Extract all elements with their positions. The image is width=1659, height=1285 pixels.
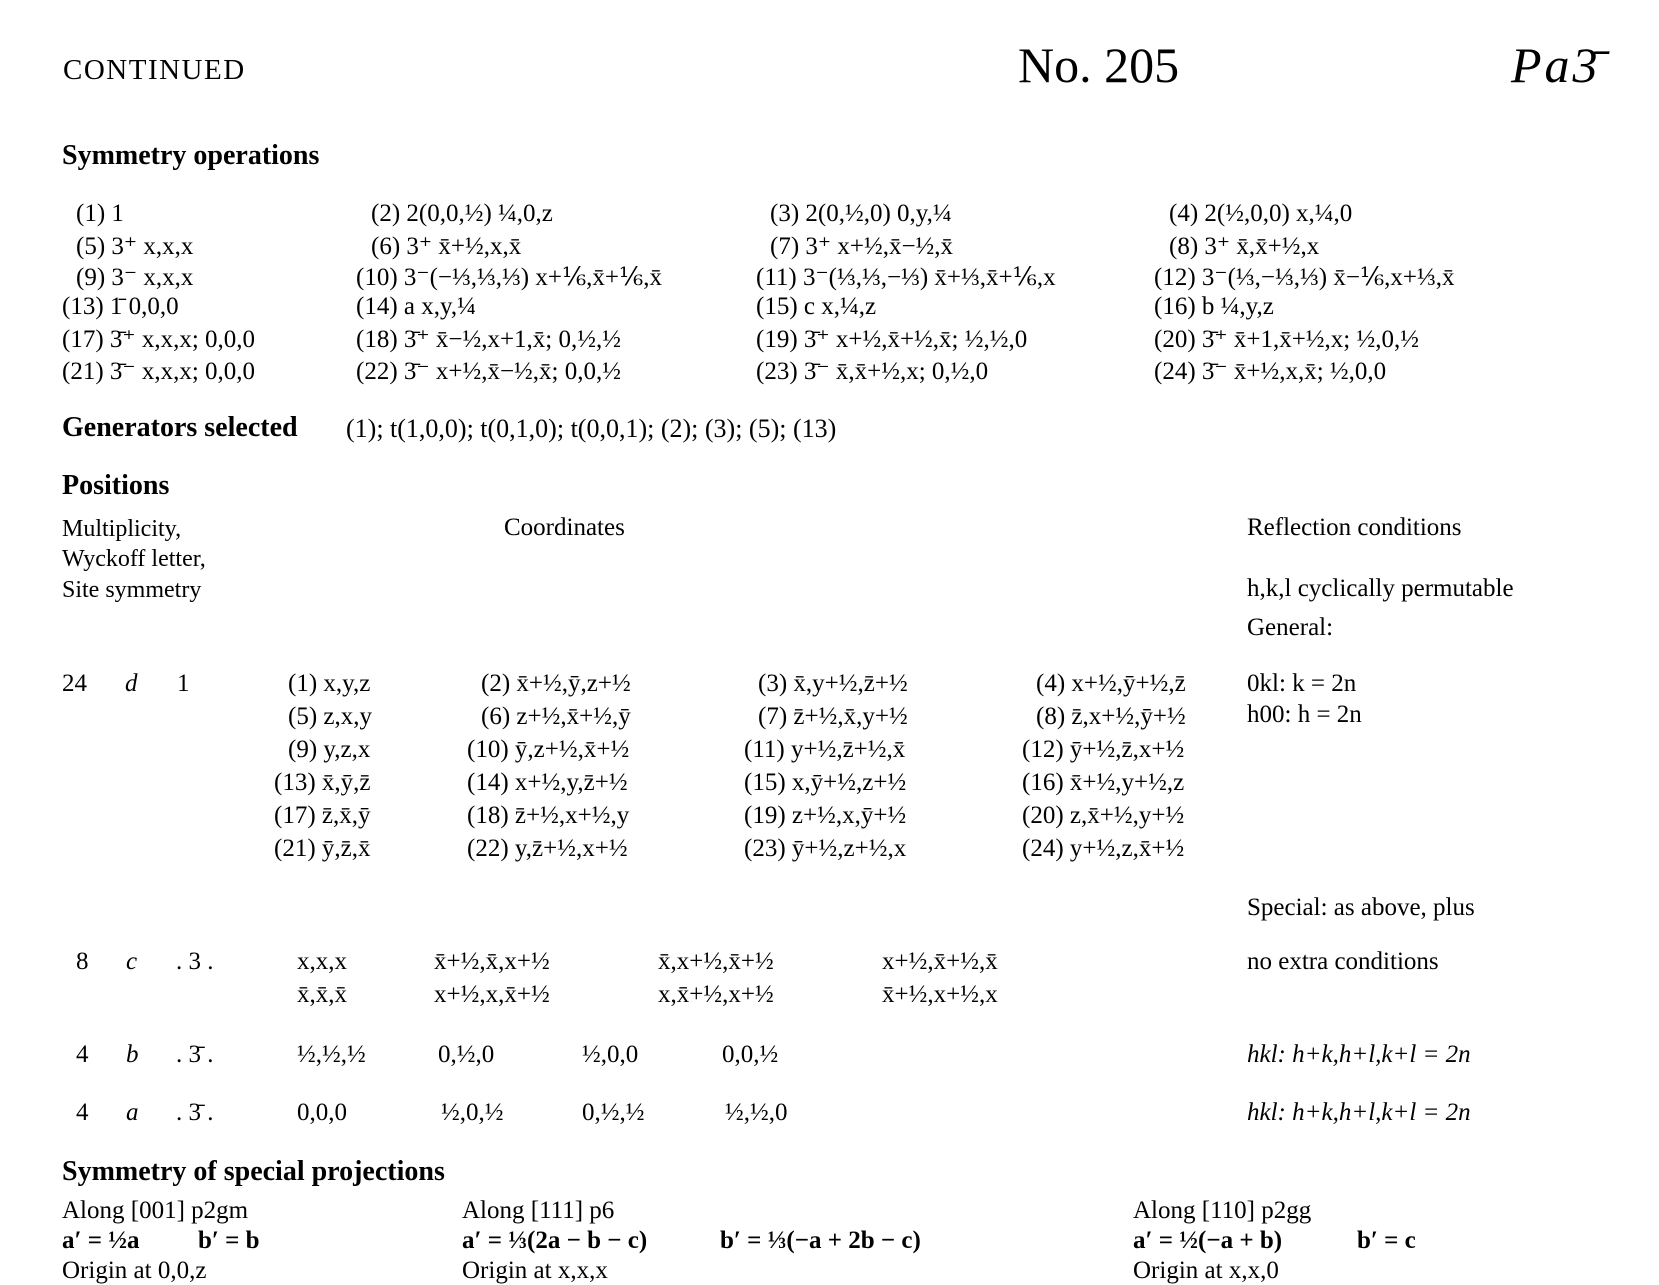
coordinate: x̄,x̄,x̄: [297, 981, 347, 1008]
projections-title: Symmetry of special projections: [62, 1156, 445, 1187]
projection-b-axis: b′ = b: [198, 1227, 260, 1254]
coordinate: x,x̄+½,x+½: [658, 981, 774, 1008]
wyckoff-letter: d: [125, 670, 138, 697]
projection-origin: Origin at x,x,x: [462, 1257, 608, 1284]
projection-along: Along [111] p6: [462, 1197, 615, 1224]
coordinate: (20) z,x̄+½,y+½: [1022, 802, 1185, 829]
coordinate: x̄+½,x+½,x: [882, 981, 998, 1008]
special-label: Special: as above, plus: [1247, 894, 1475, 921]
coordinate: ½,½,0: [725, 1099, 788, 1126]
coordinate: x,x,x: [297, 948, 347, 975]
symop-cell: (22) 3̄⁻ x+½,x̄−½,x̄; 0,0,½: [356, 358, 621, 385]
site-symmetry: . 3̄ .: [176, 1099, 214, 1126]
positions-title: Positions: [62, 470, 170, 501]
coordinate: (2) x̄+½,ȳ,z+½: [481, 670, 631, 697]
symop-cell: (19) 3̄⁺ x+½,x̄+½,x̄; ½,½,0: [756, 326, 1028, 353]
coordinate: (23) ȳ+½,z+½,x: [744, 835, 907, 862]
symop-cell: (14) a x,y,¼: [356, 293, 476, 320]
continued-label: CONTINUED: [63, 54, 246, 86]
space-group-number: No. 205: [1018, 37, 1180, 93]
coordinate: (8) z̄,x+½,ȳ+½: [1036, 703, 1186, 730]
symmetry-operations-title: Symmetry operations: [62, 140, 320, 171]
wyckoff-multiplicity: 4: [76, 1099, 89, 1126]
coordinate: x̄+½,x̄,x+½: [434, 948, 550, 975]
coordinate: 0,½,0: [438, 1041, 495, 1068]
col-header-wyckoff: Wyckoff letter,: [62, 546, 206, 572]
reflection-condition: 0kl: k = 2n: [1247, 670, 1357, 697]
projection-along: Along [110] p2gg: [1133, 1197, 1312, 1224]
coordinate: x+½,x̄+½,x̄: [882, 948, 998, 975]
coordinate: 0,0,½: [722, 1041, 779, 1068]
col-header-coordinates: Coordinates: [504, 514, 625, 541]
symop-cell: (17) 3̄⁺ x,x,x; 0,0,0: [62, 326, 256, 353]
symop-cell: (10) 3⁻(−⅓,⅓,⅓) x+⅙,x̄+⅙,x̄: [356, 264, 663, 291]
coordinate: (6) z+½,x̄+½,ȳ: [481, 703, 631, 730]
symop-cell: (2) 2(0,0,½) ¼,0,z: [371, 200, 553, 227]
reflection-condition: no extra conditions: [1247, 948, 1439, 975]
symop-cell: (18) 3̄⁺ x̄−½,x+1,x̄; 0,½,½: [356, 326, 621, 353]
site-symmetry: 1: [177, 670, 190, 697]
coordinate: (11) y+½,z̄+½,x̄: [744, 736, 906, 763]
symop-cell: (8) 3⁺ x̄,x̄+½,x: [1169, 233, 1320, 260]
symop-cell: (7) 3⁺ x+½,x̄−½,x̄: [770, 233, 954, 260]
reflection-condition: hkl: h+k,h+l,k+l = 2n: [1247, 1099, 1471, 1126]
coordinate: (13) x̄,ȳ,z̄: [274, 769, 371, 796]
coordinate: (17) z̄,x̄,ȳ: [274, 802, 371, 829]
symop-cell: (24) 3̄⁻ x̄+½,x,x̄; ½,0,0: [1154, 358, 1387, 385]
coordinate: 0,½,½: [582, 1099, 645, 1126]
coordinate: (7) z̄+½,x̄,y+½: [758, 703, 908, 730]
coordinate: x+½,x,x̄+½: [434, 981, 550, 1008]
symop-cell: (6) 3⁺ x̄+½,x,x̄: [371, 233, 522, 260]
symop-cell: (23) 3̄⁻ x̄,x̄+½,x; 0,½,0: [756, 358, 989, 385]
reflection-condition: h00: h = 2n: [1247, 701, 1362, 728]
projection-b-axis: b′ = ⅓(−a + 2b − c): [720, 1227, 921, 1254]
projection-origin: Origin at 0,0,z: [62, 1257, 207, 1284]
symop-cell: (1) 1: [76, 200, 124, 227]
coordinate: x̄,x+½,x̄+½: [658, 948, 774, 975]
symop-cell: (5) 3⁺ x,x,x: [76, 233, 194, 260]
coordinate: (12) ȳ+½,z̄,x+½: [1022, 736, 1185, 763]
projection-b-axis: b′ = c: [1357, 1227, 1416, 1254]
space-group-symbol: Pa3̄: [1511, 37, 1601, 93]
coordinate: (21) ȳ,z̄,x̄: [274, 835, 371, 862]
projection-a-axis: a′ = ½a: [62, 1227, 140, 1254]
symop-cell: (9) 3⁻ x,x,x: [76, 264, 194, 291]
symop-cell: (12) 3⁻(⅓,−⅓,⅓) x̄−⅙,x+⅓,x̄: [1154, 264, 1455, 291]
coordinate: (22) y,z̄+½,x+½: [467, 835, 628, 862]
generators-list: (1); t(1,0,0); t(0,1,0); t(0,0,1); (2); (3); (5); (13): [346, 414, 837, 443]
wyckoff-multiplicity: 4: [76, 1041, 89, 1068]
projection-along: Along [001] p2gm: [62, 1197, 249, 1224]
wyckoff-letter: c: [126, 948, 138, 975]
coordinate: ½,½,½: [297, 1041, 366, 1068]
symop-cell: (21) 3̄⁻ x,x,x; 0,0,0: [62, 358, 256, 385]
wyckoff-multiplicity: 24: [62, 670, 87, 697]
symop-cell: (3) 2(0,½,0) 0,y,¼: [770, 200, 952, 227]
coordinate: (5) z,x,y: [288, 703, 372, 730]
symop-cell: (4) 2(½,0,0) x,¼,0: [1169, 200, 1353, 227]
coordinate: (16) x̄+½,y+½,z: [1022, 769, 1185, 796]
wyckoff-letter: b: [126, 1041, 139, 1068]
coordinate: (19) z+½,x,ȳ+½: [744, 802, 907, 829]
coordinate: (14) x+½,y,z̄+½: [467, 769, 628, 796]
wyckoff-multiplicity: 8: [76, 948, 89, 975]
cyclic-note: h,k,l cyclically permutable: [1247, 575, 1514, 602]
coordinate: (24) y+½,z,x̄+½: [1022, 835, 1185, 862]
generators-title: Generators selected: [62, 412, 298, 443]
symop-cell: (20) 3̄⁺ x̄+1,x̄+½,x; ½,0,½: [1154, 326, 1419, 353]
symop-cell: (11) 3⁻(⅓,⅓,−⅓) x̄+⅓,x̄+⅙,x: [756, 264, 1056, 291]
site-symmetry: . 3 .: [176, 948, 214, 975]
col-header-site-symmetry: Site symmetry: [62, 577, 202, 603]
coordinate: (10) ȳ,z+½,x̄+½: [467, 736, 630, 763]
coordinate: ½,0,½: [441, 1099, 504, 1126]
col-header-multiplicity: Multiplicity,: [62, 516, 182, 542]
coordinate: ½,0,0: [582, 1041, 639, 1068]
col-header-reflection: Reflection conditions: [1247, 514, 1462, 541]
coordinate: (18) z̄+½,x+½,y: [467, 802, 630, 829]
coordinate: (1) x,y,z: [288, 670, 371, 697]
coordinate: (3) x̄,y+½,z̄+½: [758, 670, 908, 697]
coordinate: 0,0,0: [297, 1099, 347, 1126]
coordinate: (15) x,ȳ+½,z+½: [744, 769, 907, 796]
coordinate: (4) x+½,ȳ+½,z̄: [1036, 670, 1186, 697]
general-label: General:: [1247, 614, 1334, 641]
symop-cell: (15) c x,¼,z: [756, 293, 877, 320]
reflection-condition: hkl: h+k,h+l,k+l = 2n: [1247, 1041, 1471, 1068]
wyckoff-letter: a: [126, 1099, 139, 1126]
symop-cell: (16) b ¼,y,z: [1154, 293, 1274, 320]
projection-a-axis: a′ = ⅓(2a − b − c): [462, 1227, 648, 1254]
coordinate: (9) y,z,x: [288, 736, 371, 763]
projection-origin: Origin at x,x,0: [1133, 1257, 1279, 1284]
symop-cell: (13) 1̄ 0,0,0: [62, 293, 179, 320]
site-symmetry: . 3̄ .: [176, 1041, 214, 1068]
projection-a-axis: a′ = ½(−a + b): [1133, 1227, 1283, 1254]
